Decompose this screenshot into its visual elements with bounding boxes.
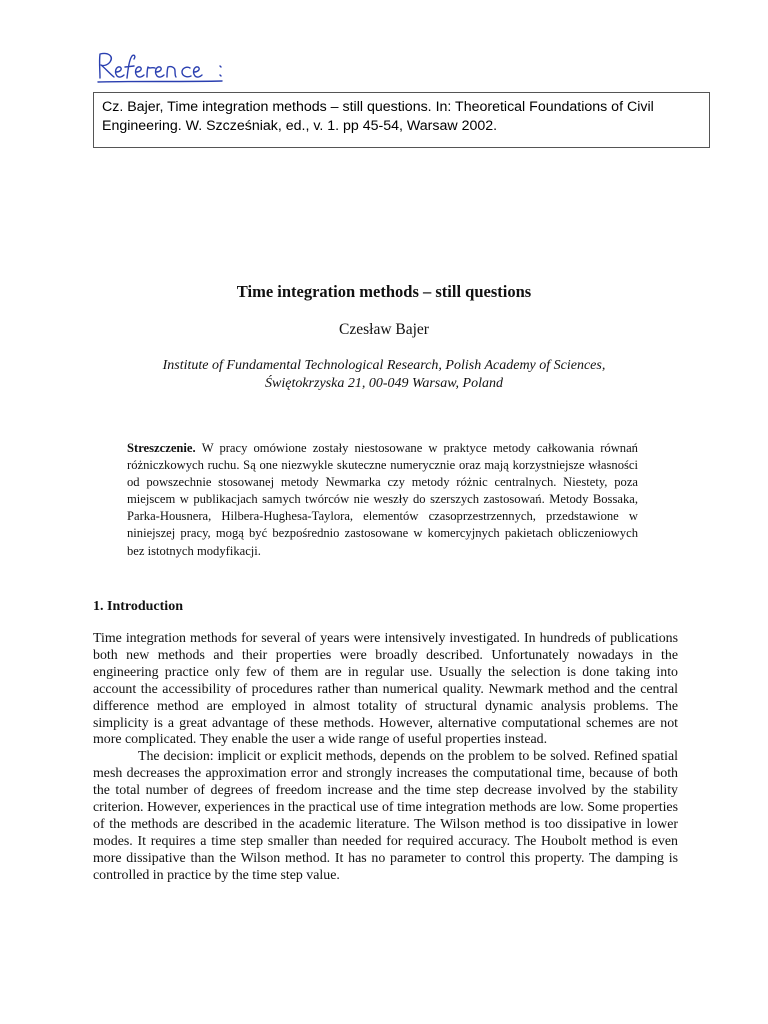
paper-author: Czesław Bajer	[339, 321, 429, 338]
affiliation-line-1: Institute of Fundamental Technological Research, Polish Academy of Sciences,	[162, 358, 606, 373]
paper-title: Time integration methods – still questions	[236, 282, 532, 301]
abstract-label: Streszczenie.	[127, 441, 202, 455]
reference-citation: Cz. Bajer, Time integration methods – still questions. In: Theoretical Foundations of Civil Engineering. W. Szcześniak, ed., v. 1. pp 45-54, Warsaw 2002.	[102, 99, 654, 134]
affiliation-line-2: Świętokrzyska 21, 00-049 Warsaw, Poland	[265, 376, 503, 391]
handwritten-reference-signature	[94, 48, 274, 88]
paper-affiliation	[0, 357, 768, 393]
introduction-body	[93, 631, 678, 885]
abstract-text: W pracy omówione zostały niestosowane w praktyce metody całkowania równań różniczkowych ruchu. Są one niezwykle skuteczne numerycznie oraz mają korzystniejsze własności od powszechnie stosowanej metody Newmarka czy metody różnic centralnych. Niestety, poza miejscem w publikacjach samych twórców nie weszły do szerszych zastosowań. Metody Bossaka, Parka-Housnera, Hilbera-Hughesa-Taylora, elementów czasoprzestrzennych, przedstawione w niniejszej pracy, mogą być bezpośrednio zastosowane w komercyjnych pakietach obliczeniowych bez istotnych modyfikacji.	[127, 441, 638, 558]
introduction-paragraph-1: Time integration methods for several of years were intensively investigated. In hundreds of publications both new methods and their properties were broadly described. Unfortunately nowadays in the engineering practice only few of them are in regular use. Usually the selection is done taking into account the accessibility of procedures rather than numerical quality. Newmark method and the central difference method are employed in almost totality of structural dynamic analysis problems. The simplicity is a great advantage of these methods. However, alternative computational schemes are not more complicated. They enable the user a wide range of useful properties instead.	[93, 631, 678, 748]
introduction-paragraph-2: The decision: implicit or explicit methods, depends on the problem to be solved. Refined spatial mesh decreases the approximation error and strongly increases the computational time, because of both the total number of degrees of freedom increase and the time step decrease involved by the stability criterion. However, experiences in the practical use of time integration methods are low. Some properties of the methods are described in the academic literature. The Wilson method is too dissipative in lower modes. It requires a time step smaller than needed for required accuracy. The Houbolt method is even more dissipative than the Wilson method. It has no parameter to control this property. The damping is controlled in practice by the time step value.	[93, 749, 678, 883]
handwritten-reference-note	[94, 48, 274, 88]
reference-citation-box	[93, 92, 710, 148]
abstract-block	[127, 440, 638, 560]
section-heading-introduction: 1. Introduction	[93, 599, 183, 614]
